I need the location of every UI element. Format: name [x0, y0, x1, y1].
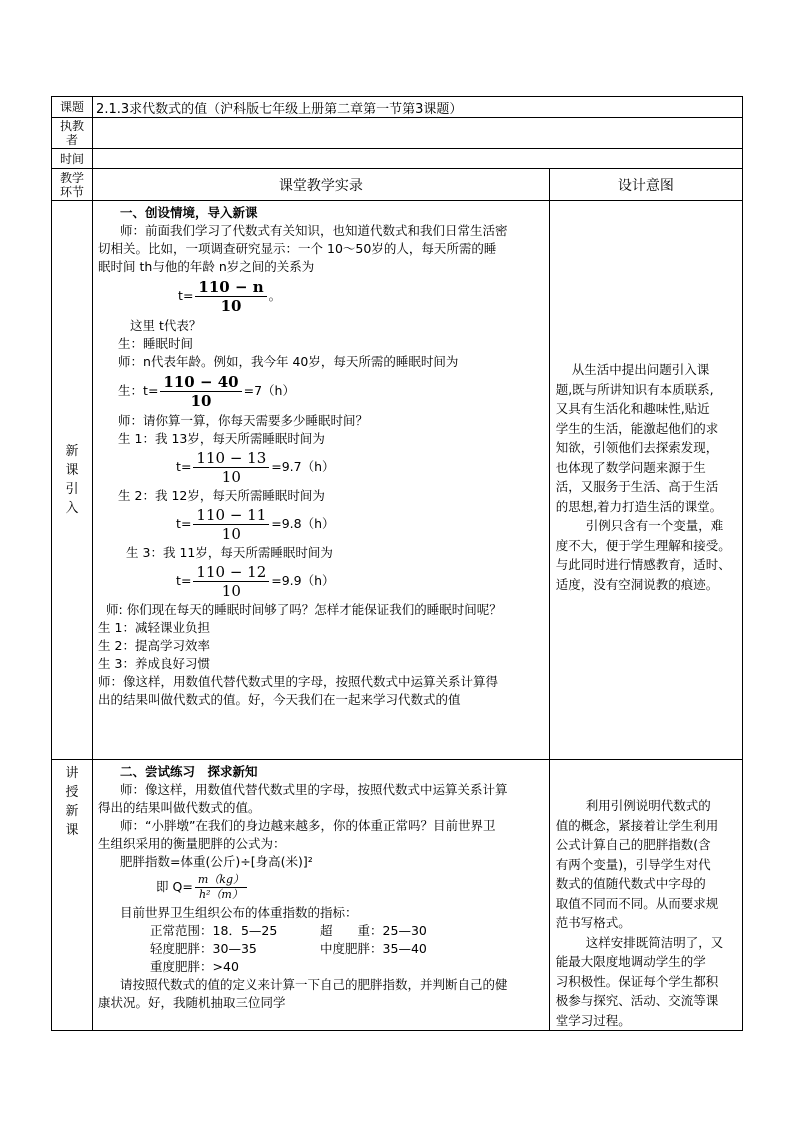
formula-2: 生：t= $\frac{110 - 40}{10}$ =7（h） [118, 373, 295, 410]
fraction-numerator: 110 − 13 [193, 449, 269, 468]
formula-3: t= $\frac{110 - 13}{10}$ =9.7（h） [176, 449, 335, 486]
stage-new-content [52, 760, 93, 1031]
stage-label: 教学环节 [52, 169, 93, 201]
intent-line: 习积极性。保证每个学生都积 [555, 973, 719, 989]
index-mild: 轻度肥胖：30—35 [150, 941, 257, 956]
intent-section-2 [549, 760, 742, 1031]
paragraph: 师：n代表年龄。例如，我今年 40岁，每天所需的睡眠时间为 [118, 354, 459, 369]
fraction-denominator: 10 [220, 297, 242, 315]
intent-line: 题,既与所讲知识有本质联系, [555, 381, 714, 397]
paragraph: 这里 t代表？ [130, 318, 202, 333]
stage-char: 课 [65, 463, 79, 478]
formula-5: t= $\frac{110 - 12}{10}$ =9.9（h） [176, 563, 335, 600]
fraction-denominator: 10 [221, 582, 241, 600]
intent-line: 这样安排既简洁明了，又 [585, 934, 724, 950]
stage-char: 引 [65, 482, 79, 497]
fraction-denominator: 10 [190, 392, 212, 410]
intent-line: 从生活中提出问题引入课 [571, 362, 710, 377]
intent-section-1 [549, 201, 742, 760]
formula-1: t= $\frac{110 - n}{10}$ 。 [178, 278, 282, 315]
stage-char: 入 [65, 501, 79, 516]
intent-line: 公式计算自己的肥胖指数(含 [555, 837, 711, 852]
paragraph: 生 2：我 12岁，每天所需睡眠时间为 [118, 488, 325, 503]
intent-heading: 设计意图 [549, 169, 742, 201]
fraction-numerator: 110 − n [195, 278, 266, 297]
intent-line: 取值不同而不同。从而要求规 [555, 895, 719, 911]
intent-line: 极参与探究、活动、交流等课 [555, 993, 719, 1008]
paragraph: 生：睡眠时间 [118, 336, 194, 351]
intent-line: 与此同时进行情感教育，适时、 [555, 557, 731, 572]
section-2-title: 二、尝试练习 探求新知 [120, 764, 258, 779]
paragraph: 生 3：养成良好习惯 [98, 656, 210, 671]
record-heading: 课堂教学实录 [93, 169, 550, 201]
intent-line: 范书写格式。 [555, 915, 631, 930]
paragraph: 师：像这样，用数值代替代数式里的字母，按照代数式中运算关系计算得 [98, 674, 499, 689]
stage-char: 授 [65, 785, 79, 800]
paragraph: 师：请你算一算，你每天需要多少睡眠时间？ [118, 413, 369, 428]
index-overweight: 超 重：25—30 [320, 923, 427, 938]
intent-line: 适度，没有空洞说教的痕迹。 [555, 576, 719, 592]
paragraph: 请按照代数式的值的定义来计算一下自己的肥胖指数，并判断自己的健 [120, 977, 508, 992]
paragraph: 肥胖指数=体重(公斤)÷[身高(米)]² [120, 854, 313, 869]
formula-4: t= $\frac{110 - 11}{10}$ =9.8（h） [176, 506, 335, 543]
stage-char: 讲 [65, 766, 79, 781]
intent-line: 也体现了数学问题来源于生 [555, 459, 706, 475]
teacher-label: 执教者 [52, 118, 93, 149]
index-severe: 重度肥胖：>40 [150, 959, 239, 974]
intent-line: 能最大限度地调动学生的学 [555, 954, 706, 969]
paragraph: 生 3：我 11岁，每天所需睡眠时间为 [126, 545, 333, 560]
intent-line: 又具有生活化和趣味性,贴近 [555, 401, 710, 416]
topic-label: 课题 [52, 97, 93, 118]
intent-line: 知欲，引领他们去探索发现， [555, 440, 719, 455]
fraction-denominator: h²（m） [198, 888, 243, 901]
fraction-numerator: 110 − 40 [160, 373, 241, 392]
record-section-2 [93, 760, 550, 1031]
record-section-1 [93, 201, 550, 760]
paragraph: 师：“小胖墩”在我们的身边越来越多，你的体重正常吗？目前世界卫 [120, 818, 496, 833]
paragraph: 生组织采用的衡量肥胖的公式为： [98, 836, 286, 851]
stage-char: 新 [65, 444, 79, 459]
fraction-numerator: m（kg） [195, 873, 247, 888]
intent-line: 引例只含有一个变量，难 [585, 518, 724, 533]
paragraph: 生 1：减轻课业负担 [98, 620, 210, 635]
intent-line: 学生的生活，能激起他们的求 [555, 420, 719, 436]
intent-line: 数式的值随代数式中字母的 [555, 876, 706, 891]
intent-line: 利用引例说明代数式的 [585, 798, 711, 813]
index-row [98, 940, 545, 958]
time-value [93, 149, 743, 169]
paragraph: 师：前面我们学习了代数式有关知识，也知道代数式和我们日常生活密 [120, 223, 508, 238]
fraction-numerator: 110 − 12 [193, 563, 269, 582]
paragraph: 得出的结果叫做代数式的值。 [98, 800, 261, 815]
section-1-title: 一、创设情境，导入新课 [120, 205, 258, 220]
index-row [98, 922, 545, 940]
paragraph: 出的结果叫做代数式的值。好，今天我们在一起来学习代数式的值 [98, 692, 461, 707]
paragraph: 生 2：提高学习效率 [98, 638, 210, 653]
index-normal: 正常范围：18．5—25 [150, 923, 278, 938]
fraction-denominator: 10 [221, 468, 241, 486]
paragraph: 眠时间 th与他的年龄 n岁之间的关系为 [98, 259, 315, 274]
paragraph: 师：像这样，用数值代替代数式里的字母，按照代数式中运算关系计算 [120, 782, 508, 797]
intent-line: 值的概念，紧接着让学生利用 [555, 817, 719, 833]
formula-q: 即 Q= $\frac{m(kg)}{\text{h²（m）}}$ [98, 873, 545, 902]
lesson-plan-table [51, 96, 743, 1031]
stage-char: 新 [65, 804, 79, 819]
paragraph: 切相关。比如，一项调查研究显示：一个 10～50岁的人，每天所需的睡 [98, 241, 497, 256]
topic-value: 2.1.3求代数式的值（沪科版七年级上册第二章第一节第3课题） [93, 97, 743, 118]
stage-new-lesson-intro [52, 201, 93, 760]
paragraph: 师: 你们现在每天的睡眠时间够了吗？怎样才能保证我们的睡眠时间呢？ [106, 602, 502, 617]
paragraph: 生 1：我 13岁，每天所需睡眠时间为 [118, 431, 325, 446]
paragraph: 康状况。好，我随机抽取三位同学 [98, 995, 286, 1010]
intent-line: 的思想,着力打造生活的课堂。 [555, 498, 723, 514]
stage-char: 课 [65, 823, 79, 838]
intent-line: 活，又服务于生活、高于生活 [555, 479, 719, 494]
paragraph: 目前世界卫生组织公布的体重指数的指标： [120, 905, 358, 920]
index-row [98, 958, 545, 976]
index-moderate: 中度肥胖：35—40 [320, 941, 427, 956]
intent-line: 堂学习过程。 [555, 1012, 631, 1028]
time-label: 时间 [52, 149, 93, 169]
intent-line: 有两个变量)，引导学生对代 [555, 856, 711, 872]
fraction-numerator: 110 − 11 [193, 506, 269, 525]
intent-line: 度不大，便于学生理解和接受。 [555, 537, 731, 553]
teacher-value [93, 118, 743, 149]
fraction-denominator: 10 [221, 525, 241, 543]
